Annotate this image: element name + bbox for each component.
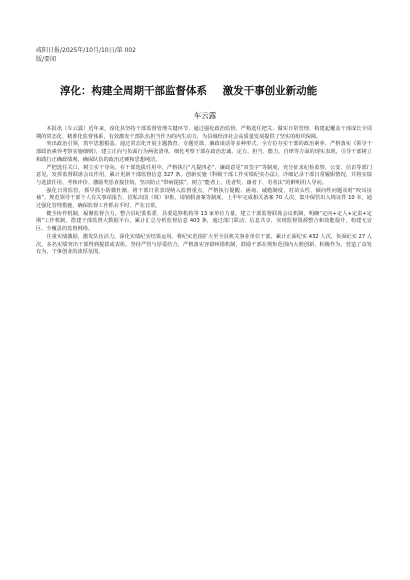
publication-section-line: 版/要闻	[36, 55, 57, 63]
paragraph-intro: 本报讯（车云露）近年来，淳化县坚持干部监督管理关键环节，通过强化政治监督、严格选任把关、做实日常管理、构建起覆盖干部成长全周期的常态化、精准化监督体系，有效激发干部队伍担当作为的内生动力，为县域经济社会高质量发展提供了坚实的组织保障。	[36, 126, 372, 140]
article-body	[36, 126, 372, 257]
paragraph-selection: 严把选任关口，树立实干导向。在干部选拔任用中，严格执行“凡提四必”、廉政意见“双签字”等制度，充分征求纪检监察、公安、信访等部门意见，发挥监督联席会议作用，累计更新干部监督信息 327 条。创新实施《科级干部工作实绩纪实办法》，详细记录干部日常履职情况，并将实绩与选拔任用、考核评价、激励奖惩直接挂钩，坚决防止“带病提拔”，树立“能者上、优者奖、庸者下、劣者汰”的鲜明用人导向。	[36, 164, 372, 186]
headline-part-1: 淳化：构建全周期干部监督体系	[60, 85, 207, 97]
headline-part-2: 激发干事创业新动能	[222, 85, 318, 97]
article-byline: 车云露	[193, 111, 217, 120]
paragraph-daily-supervision: 强化日常监管，抓早抓小防微杜渐。将干部日常表现纳入监督重点，严格执行提醒、函询、诫勉制度，对苗头性、倾向性问题及时“咬耳扯袖”。规范领导干部个人有关事项报告、招私出国（境）审批、请销假备案等制度，上半年完成相关备案 70 人次，集中保管出入境证件 10 本，通过强化管理措施，确保监督工作抓在平时、严在日常。	[36, 187, 372, 210]
paragraph-political: 突出政治引领，筑牢思想根基。通过常态化开展主题教育、专题党课、廉政谈话等多种形式，全方位夯实干部的政治素养。严格落实《领导干部政治素养考察实施细则》，建立正向与负面行为两张清单，细化考察干部在政治忠诚、定力、担当、能力、自律等方面的现实表现，引导干部树立和践行正确政绩观，确保队伍的政治过硬和思想纯洁。	[36, 141, 372, 163]
article-headline	[60, 83, 360, 98]
paragraph-coordination: 健全协作机制，凝聚监督合力。整合县纪委监委、县委巡察机构等 13 家单位力量，建立干部监督联席会议机制，明确“定向+定人+定责+定期”工作机制，搭建干部监督大数据平台，累计汇总分析监督信息 403 条，通过部门联动、信息共享，实现监督资源整合和效能提升，构建无盲区、全覆盖的监督网络。	[36, 210, 372, 233]
paragraph-incentive: 注重实绩激励，激发队伍活力。深化实绩纪实结果运用，将纪实范围扩大至全县机关事业单位干部，累计正面纪实 432 人次，负面纪实 27 人次，多名实绩突出干部得到提拔或表彰。坚持严管与厚爱结合，严格落实容错纠错机制，鼓励干部在规矩范围内大胆创新、积极作为，营造了奋发有为、干事创业的浓厚氛围。	[36, 233, 372, 256]
publication-date-line: 咸阳日报/2025年/10月/10日/第 002	[36, 47, 136, 54]
publication-info	[36, 47, 136, 64]
